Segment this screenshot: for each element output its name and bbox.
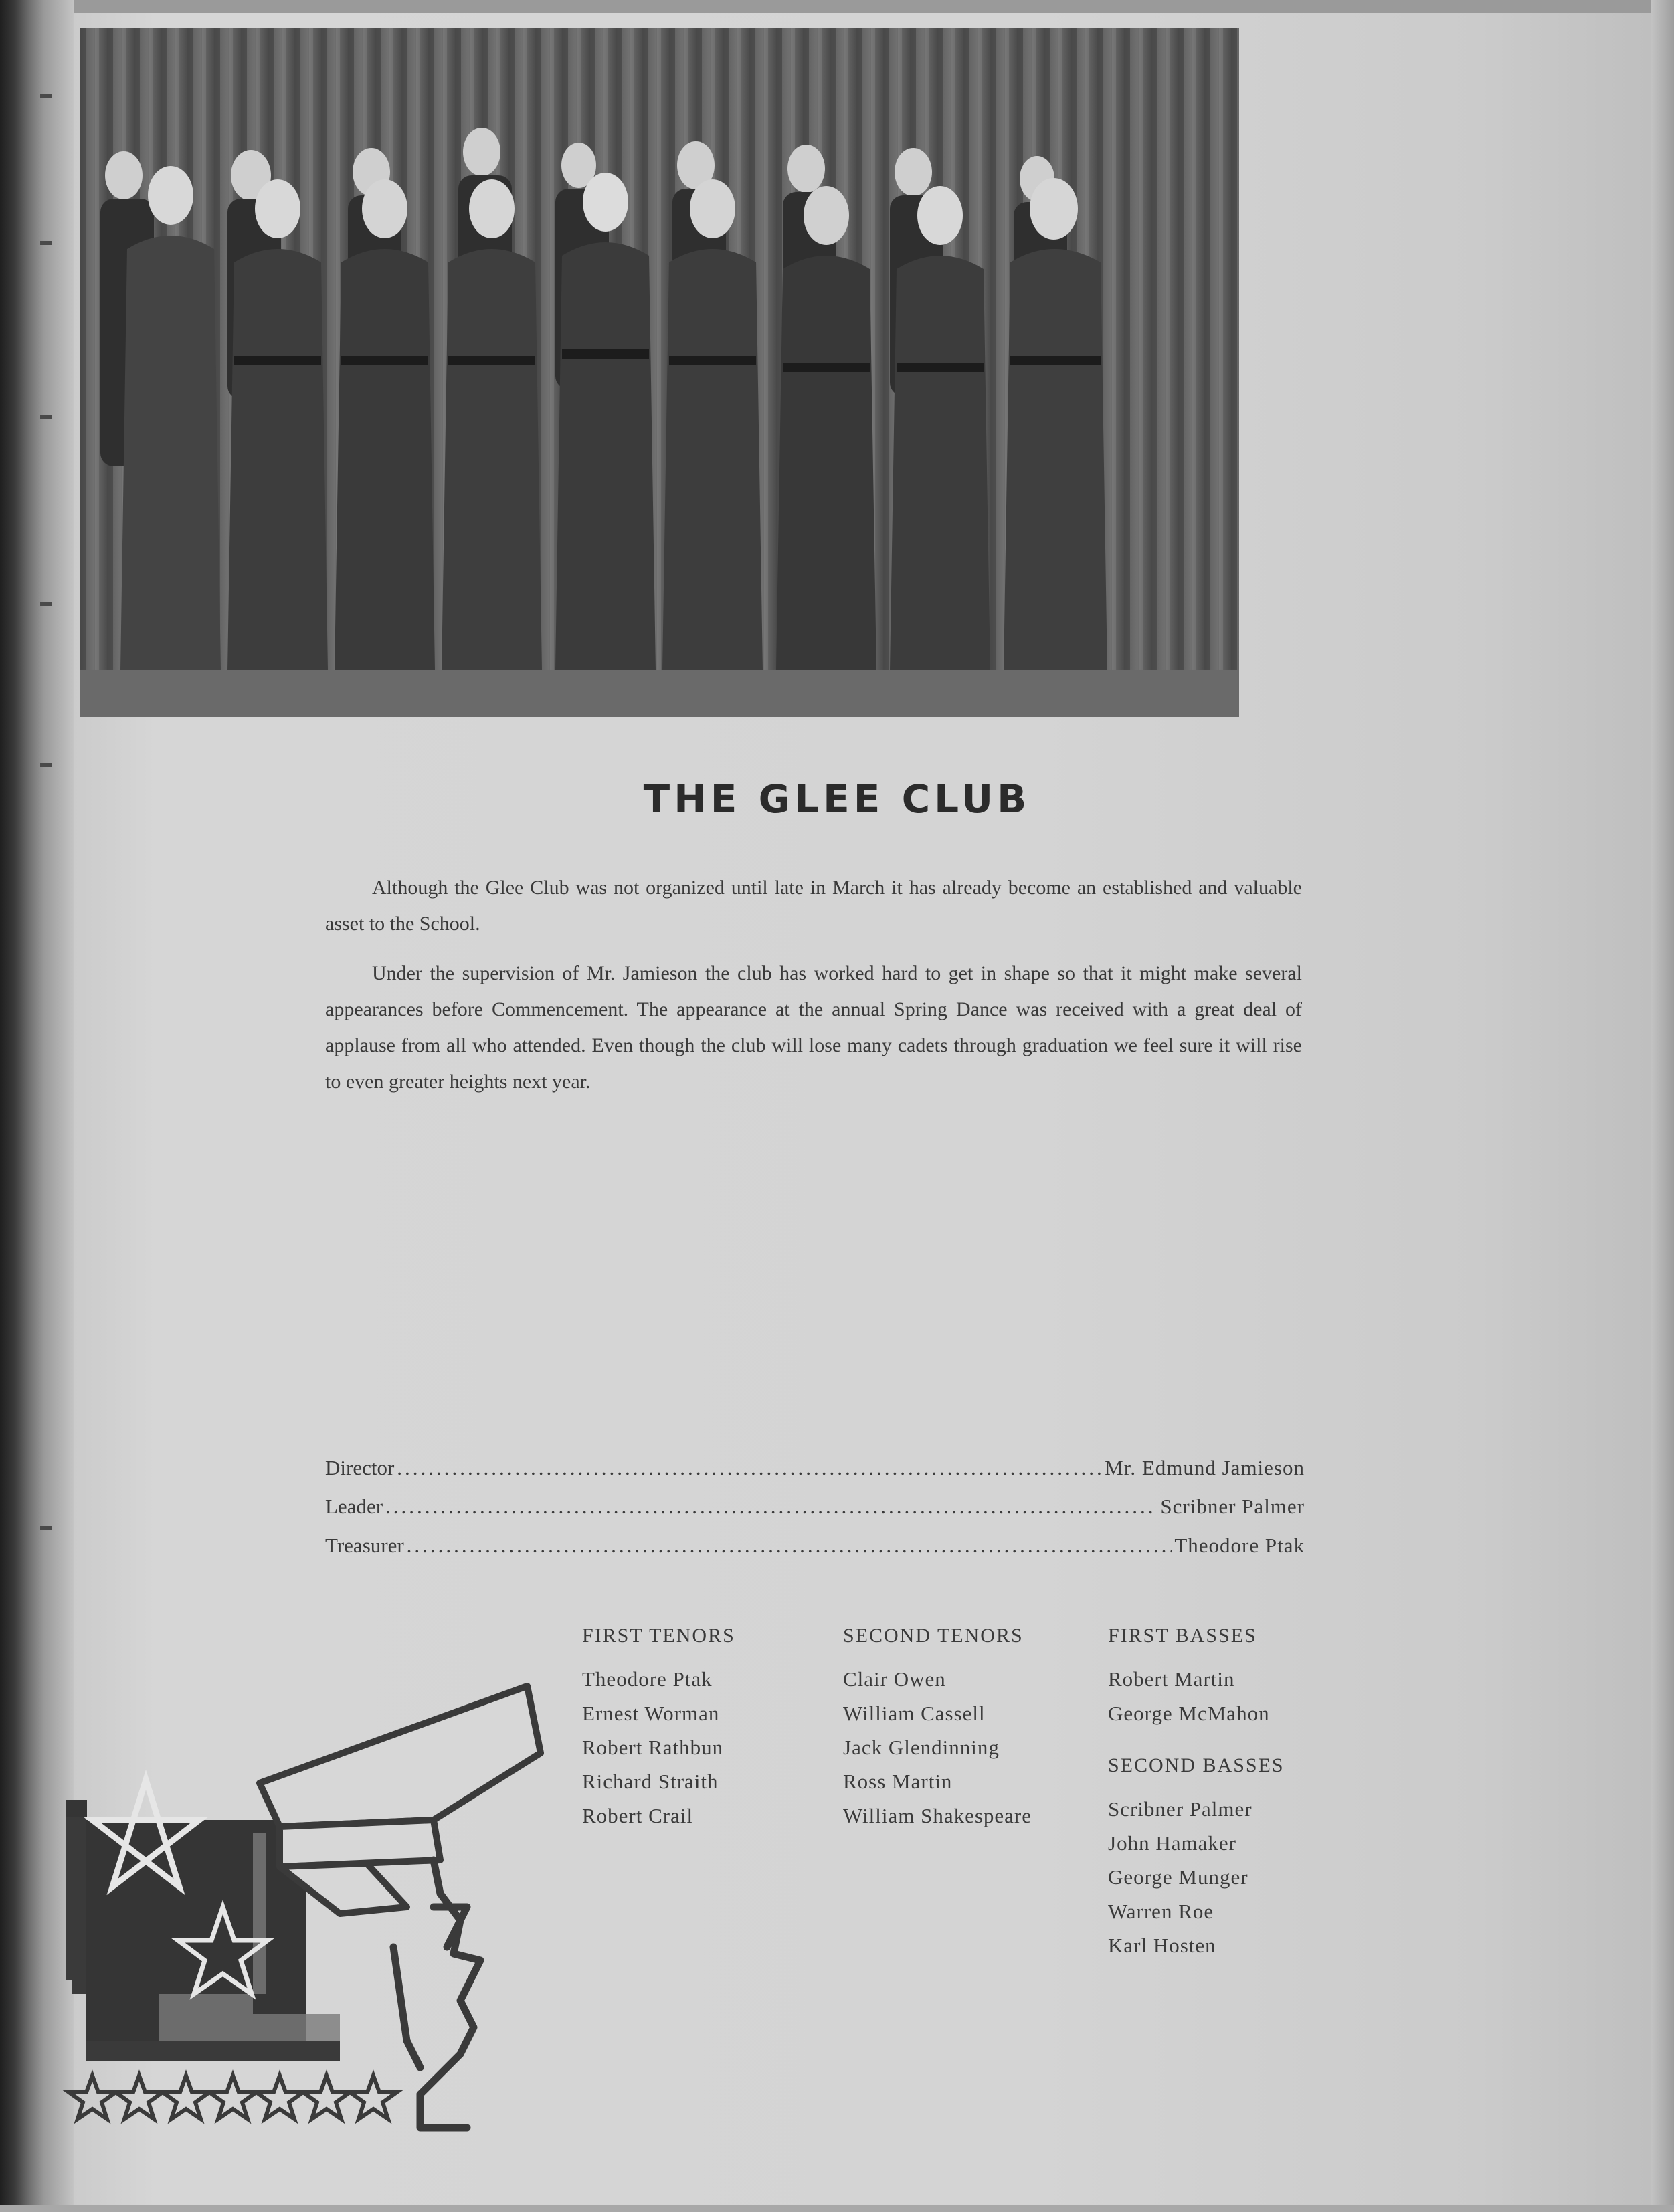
page-top-edge <box>0 0 1674 13</box>
member-name: George McMahon <box>1108 1701 1270 1725</box>
officer-name: Scribner Palmer <box>1160 1495 1305 1518</box>
officer-row <box>325 1534 1305 1572</box>
second-tenors-section <box>843 1625 1032 1838</box>
section-heading: FIRST BASSES <box>1108 1625 1257 1647</box>
section-heading: SECOND TENORS <box>843 1625 1024 1647</box>
member-name: Warren Roe <box>1108 1900 1214 1923</box>
cadet-emblem-illustration <box>59 1666 567 2144</box>
member-name: Ross Martin <box>843 1770 953 1793</box>
member-name: Karl Hosten <box>1108 1934 1216 1957</box>
intro-text <box>325 870 1302 1100</box>
officer-name: Mr. Edmund Jamieson <box>1105 1456 1305 1479</box>
officer-label: Leader <box>325 1495 383 1518</box>
member-name: Robert Crail <box>582 1804 694 1827</box>
officer-label: Director <box>325 1456 395 1479</box>
page-right-edge <box>1651 0 1674 2212</box>
paragraph: Although the Glee Club was not organized until late in March it has already become an established and valuable asset to the School. <box>325 877 1302 935</box>
section-heading: SECOND BASSES <box>1108 1754 1285 1776</box>
member-name: William Cassell <box>843 1701 986 1725</box>
member-name: Robert Martin <box>1108 1667 1235 1691</box>
page-bottom-edge <box>0 2205 1674 2212</box>
section-heading: FIRST TENORS <box>582 1625 735 1647</box>
leader-dots <box>397 1456 1102 1480</box>
profile-face-icon <box>393 1860 480 2128</box>
member-name: George Munger <box>1108 1865 1248 1889</box>
officer-row <box>325 1456 1305 1495</box>
member-name: Scribner Palmer <box>1108 1797 1252 1821</box>
member-name: John Hamaker <box>1108 1831 1236 1855</box>
glee-club-photo <box>80 28 1239 717</box>
first-tenors-section <box>582 1625 735 1838</box>
page-title: THE GLEE CLUB <box>643 776 1031 822</box>
member-name: William Shakespeare <box>843 1804 1032 1827</box>
officer-row <box>325 1495 1305 1534</box>
leader-dots <box>385 1495 1157 1519</box>
member-name: Richard Straith <box>582 1770 719 1793</box>
member-name: Robert Rathbun <box>582 1736 724 1759</box>
first-basses-section <box>1108 1625 1270 1736</box>
member-name: Theodore Ptak <box>582 1667 713 1691</box>
member-name: Jack Glendinning <box>843 1736 1000 1759</box>
officer-label: Treasurer <box>325 1534 404 1557</box>
second-basses-section <box>1108 1754 1285 1968</box>
leader-dots <box>407 1534 1172 1558</box>
stars-row-icon <box>69 2076 397 2119</box>
officer-name: Theodore Ptak <box>1174 1534 1305 1557</box>
officers-list <box>325 1456 1305 1572</box>
paragraph: Under the supervision of Mr. Jamieson the club has worked hard to get in shape so that it might make several appearances before Commencement. The appearance at the annual Spring Dance was received with a great deal of applause from all who attended. Even though the club will lose many cadets through graduation we feel sure it will rise to even greater heights next year. <box>325 962 1302 1093</box>
officer-cap-icon <box>260 1686 541 1914</box>
member-name: Ernest Worman <box>582 1701 720 1725</box>
member-name: Clair Owen <box>843 1667 946 1691</box>
